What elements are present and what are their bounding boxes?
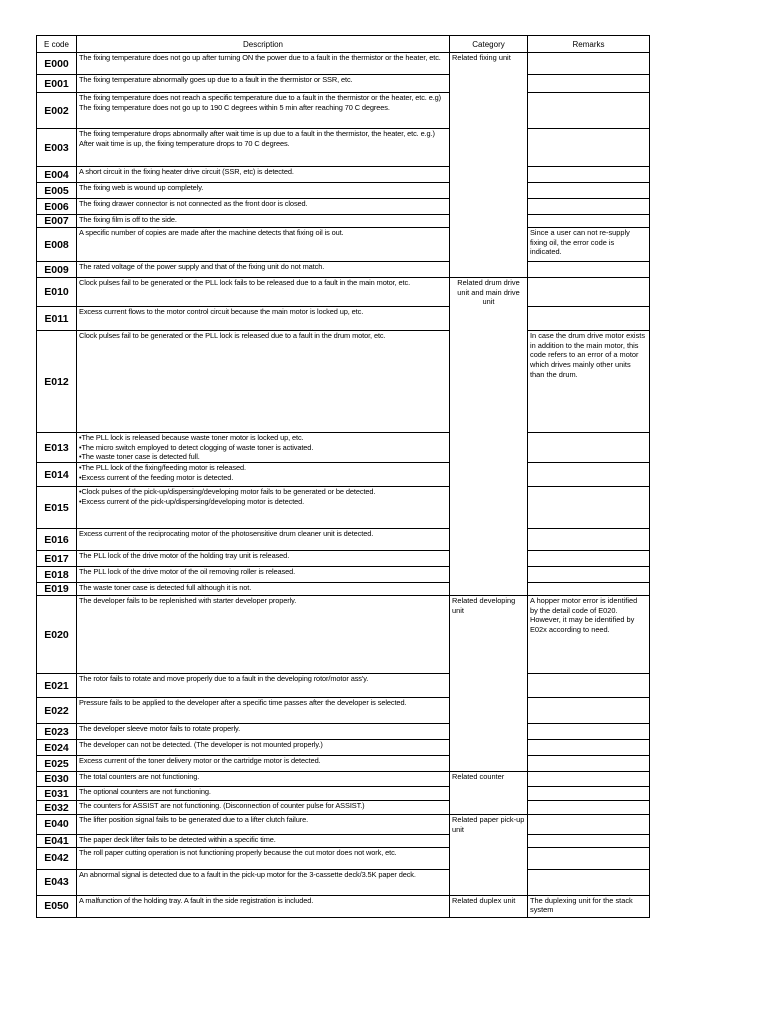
table-row: [37, 183, 650, 199]
category-cell: [450, 487, 528, 529]
description-cell: The PLL lock of the drive motor of the oil removing roller is released.: [77, 567, 450, 583]
category-cell: [450, 228, 528, 262]
error-code-cell: E014: [37, 463, 77, 487]
description-cell: The fixing temperature drops abnormally after wait time is up due to a fault in the thermistor, the heater, etc. e.g.) After wait time is up, the fixing temperature drops to 70 C degrees.: [77, 129, 450, 167]
remarks-cell: [528, 487, 650, 529]
category-cell: [450, 801, 528, 815]
category-cell: Related duplex unit: [450, 895, 528, 917]
category-cell: [450, 674, 528, 698]
table-row: [37, 463, 650, 487]
remarks-cell: [528, 93, 650, 129]
description-cell: Pressure fails to be applied to the developer after a specific time passes after the developer is selected.: [77, 698, 450, 724]
category-cell: [450, 307, 528, 331]
category-cell: [450, 740, 528, 756]
error-code-cell: E003: [37, 129, 77, 167]
error-code-cell: E022: [37, 698, 77, 724]
description-cell: The fixing temperature does not reach a specific temperature due to a fault in the thermistor or the heater, etc. e.g) The fixing temperature does not go up to 190 C degrees within 5 min after reaching 70 C degrees.: [77, 93, 450, 129]
remarks-cell: [528, 698, 650, 724]
table-row: [37, 596, 650, 674]
category-cell: Related fixing unit: [450, 53, 528, 75]
error-code-cell: E016: [37, 529, 77, 551]
category-cell: [450, 331, 528, 433]
remarks-cell: In case the drum drive motor exists in addition to the main motor, this code refers to an error of a motor which drives mainly other units than the drum.: [528, 331, 650, 433]
category-cell: [450, 433, 528, 463]
remarks-cell: [528, 278, 650, 307]
description-cell: A malfunction of the holding tray. A fault in the side registration is included.: [77, 895, 450, 917]
error-code-cell: E006: [37, 199, 77, 215]
category-cell: Related counter: [450, 772, 528, 787]
table-row: [37, 724, 650, 740]
error-code-cell: E050: [37, 895, 77, 917]
error-code-cell: E024: [37, 740, 77, 756]
description-cell: Excess current flows to the motor control circuit because the main motor is locked up, etc.: [77, 307, 450, 331]
remarks-cell: [528, 756, 650, 772]
remarks-cell: [528, 129, 650, 167]
error-code-cell: E023: [37, 724, 77, 740]
category-cell: [450, 199, 528, 215]
table-row: [37, 895, 650, 917]
error-code-cell: E007: [37, 215, 77, 228]
table-row: [37, 787, 650, 801]
category-cell: [450, 834, 528, 847]
header-remarks: Remarks: [528, 36, 650, 53]
description-cell: Excess current of the toner delivery motor or the cartridge motor is detected.: [77, 756, 450, 772]
remarks-cell: [528, 674, 650, 698]
error-code-cell: E000: [37, 53, 77, 75]
category-cell: Related developing unit: [450, 596, 528, 674]
remarks-cell: Since a user can not re-supply fixing oil, the error code is indicated.: [528, 228, 650, 262]
error-code-cell: E010: [37, 278, 77, 307]
error-code-cell: E030: [37, 772, 77, 787]
description-cell: The total counters are not functioning.: [77, 772, 450, 787]
error-code-cell: E041: [37, 834, 77, 847]
category-cell: [450, 724, 528, 740]
description-cell: The fixing web is wound up completely.: [77, 183, 450, 199]
description-cell: The rotor fails to rotate and move properly due to a fault in the developing rotor/motor ass'y.: [77, 674, 450, 698]
category-cell: [450, 847, 528, 869]
category-cell: [450, 756, 528, 772]
table-row: [37, 278, 650, 307]
error-code-cell: E018: [37, 567, 77, 583]
table-row: [37, 262, 650, 278]
description-cell: The roll paper cutting operation is not functioning properly because the cut motor does not work, etc.: [77, 847, 450, 869]
error-code-cell: E013: [37, 433, 77, 463]
description-cell: The PLL lock of the drive motor of the holding tray unit is released.: [77, 551, 450, 567]
table-row: [37, 167, 650, 183]
table-row: [37, 583, 650, 596]
table-row: [37, 331, 650, 433]
description-cell: •Clock pulses of the pick-up/dispersing/developing motor fails to be generated or be detected. •Excess current of the pick-up/dispersing/developing motor is detected.: [77, 487, 450, 529]
description-cell: Clock pulses fail to be generated or the PLL lock is released due to a fault in the drum motor, etc.: [77, 331, 450, 433]
table-row: [37, 433, 650, 463]
remarks-cell: [528, 183, 650, 199]
category-cell: [450, 567, 528, 583]
remarks-cell: [528, 307, 650, 331]
table-row: [37, 869, 650, 895]
remarks-cell: The duplexing unit for the stack system: [528, 895, 650, 917]
table-row: [37, 740, 650, 756]
error-code-table: [36, 35, 650, 918]
category-cell: [450, 183, 528, 199]
category-cell: [450, 262, 528, 278]
remarks-cell: A hopper motor error is identified by the detail code of E020. However, it may be identified by E02x according to need.: [528, 596, 650, 674]
table-row: [37, 307, 650, 331]
error-code-cell: E025: [37, 756, 77, 772]
error-code-cell: E008: [37, 228, 77, 262]
category-cell: [450, 75, 528, 93]
description-cell: The developer fails to be replenished with starter developer properly.: [77, 596, 450, 674]
header-description: Description: [77, 36, 450, 53]
description-cell: The developer sleeve motor fails to rotate properly.: [77, 724, 450, 740]
remarks-cell: [528, 834, 650, 847]
remarks-cell: [528, 787, 650, 801]
table-row: [37, 834, 650, 847]
remarks-cell: [528, 75, 650, 93]
description-cell: The fixing film is off to the side.: [77, 215, 450, 228]
remarks-cell: [528, 463, 650, 487]
description-cell: •The PLL lock of the fixing/feeding motor is released. •Excess current of the feeding motor is detected.: [77, 463, 450, 487]
table-row: [37, 801, 650, 815]
error-code-cell: E019: [37, 583, 77, 596]
table-row: [37, 199, 650, 215]
table-row: [37, 756, 650, 772]
category-cell: [450, 463, 528, 487]
error-code-cell: E021: [37, 674, 77, 698]
error-code-cell: E004: [37, 167, 77, 183]
category-cell: Related paper pick-up unit: [450, 815, 528, 835]
table-row: [37, 75, 650, 93]
description-cell: The fixing temperature does not go up after turning ON the power due to a fault in the thermistor or the heater, etc.: [77, 53, 450, 75]
table-row: [37, 129, 650, 167]
category-cell: [450, 551, 528, 567]
remarks-cell: [528, 772, 650, 787]
remarks-cell: [528, 740, 650, 756]
remarks-cell: [528, 801, 650, 815]
description-cell: The lifter position signal fails to be generated due to a lifter clutch failure.: [77, 815, 450, 835]
table-row: [37, 53, 650, 75]
category-cell: [450, 869, 528, 895]
remarks-cell: [528, 551, 650, 567]
header-row: [37, 36, 650, 53]
description-cell: The fixing drawer connector is not connected as the front door is closed.: [77, 199, 450, 215]
error-code-cell: E012: [37, 331, 77, 433]
table-row: [37, 228, 650, 262]
description-cell: The counters for ASSIST are not functioning. (Disconnection of counter pulse for ASSIST.): [77, 801, 450, 815]
remarks-cell: [528, 215, 650, 228]
table-row: [37, 815, 650, 835]
table-row: [37, 698, 650, 724]
error-code-cell: E043: [37, 869, 77, 895]
description-cell: The paper deck lifter fails to be detected within a specific time.: [77, 834, 450, 847]
category-cell: [450, 167, 528, 183]
description-cell: Excess current of the reciprocating motor of the photosensitive drum cleaner unit is detected.: [77, 529, 450, 551]
header-code: E code: [37, 36, 77, 53]
table-row: [37, 487, 650, 529]
error-code-cell: E032: [37, 801, 77, 815]
table-row: [37, 215, 650, 228]
description-cell: The rated voltage of the power supply and that of the fixing unit do not match.: [77, 262, 450, 278]
remarks-cell: [528, 167, 650, 183]
error-code-cell: E011: [37, 307, 77, 331]
error-code-cell: E002: [37, 93, 77, 129]
error-code-cell: E031: [37, 787, 77, 801]
category-cell: [450, 529, 528, 551]
error-code-cell: E015: [37, 487, 77, 529]
category-cell: Related drum drive unit and main drive unit: [450, 278, 528, 307]
error-code-cell: E020: [37, 596, 77, 674]
category-cell: [450, 698, 528, 724]
remarks-cell: [528, 529, 650, 551]
description-cell: The optional counters are not functioning.: [77, 787, 450, 801]
remarks-cell: [528, 583, 650, 596]
remarks-cell: [528, 199, 650, 215]
description-cell: A short circuit in the fixing heater drive circuit (SSR, etc) is detected.: [77, 167, 450, 183]
remarks-cell: [528, 567, 650, 583]
description-cell: Clock pulses fail to be generated or the PLL lock fails to be released due to a fault in the main motor, etc.: [77, 278, 450, 307]
remarks-cell: [528, 815, 650, 835]
description-cell: An abnormal signal is detected due to a fault in the pick-up motor for the 3-cassette deck/3.5K paper deck.: [77, 869, 450, 895]
error-code-cell: E040: [37, 815, 77, 835]
error-code-cell: E009: [37, 262, 77, 278]
category-cell: [450, 93, 528, 129]
table-row: [37, 529, 650, 551]
table-row: [37, 847, 650, 869]
remarks-cell: [528, 433, 650, 463]
table-row: [37, 93, 650, 129]
description-cell: The fixing temperature abnormally goes up due to a fault in the thermistor or SSR, etc.: [77, 75, 450, 93]
category-cell: [450, 215, 528, 228]
table-row: [37, 567, 650, 583]
description-cell: The waste toner case is detected full although it is not.: [77, 583, 450, 596]
error-code-cell: E005: [37, 183, 77, 199]
header-category: Category: [450, 36, 528, 53]
table-row: [37, 674, 650, 698]
description-cell: A specific number of copies are made after the machine detects that fixing oil is out.: [77, 228, 450, 262]
table-row: [37, 551, 650, 567]
remarks-cell: [528, 53, 650, 75]
table-row: [37, 772, 650, 787]
error-code-cell: E042: [37, 847, 77, 869]
category-cell: [450, 787, 528, 801]
remarks-cell: [528, 724, 650, 740]
error-code-cell: E017: [37, 551, 77, 567]
description-cell: The developer can not be detected. (The developer is not mounted properly.): [77, 740, 450, 756]
remarks-cell: [528, 869, 650, 895]
category-cell: [450, 583, 528, 596]
table-body: [37, 53, 650, 918]
remarks-cell: [528, 262, 650, 278]
category-cell: [450, 129, 528, 167]
description-cell: •The PLL lock is released because waste toner motor is locked up, etc. •The micro switch employed to detect clogging of waste toner is activated. •The waste toner case is detected full.: [77, 433, 450, 463]
error-code-cell: E001: [37, 75, 77, 93]
remarks-cell: [528, 847, 650, 869]
